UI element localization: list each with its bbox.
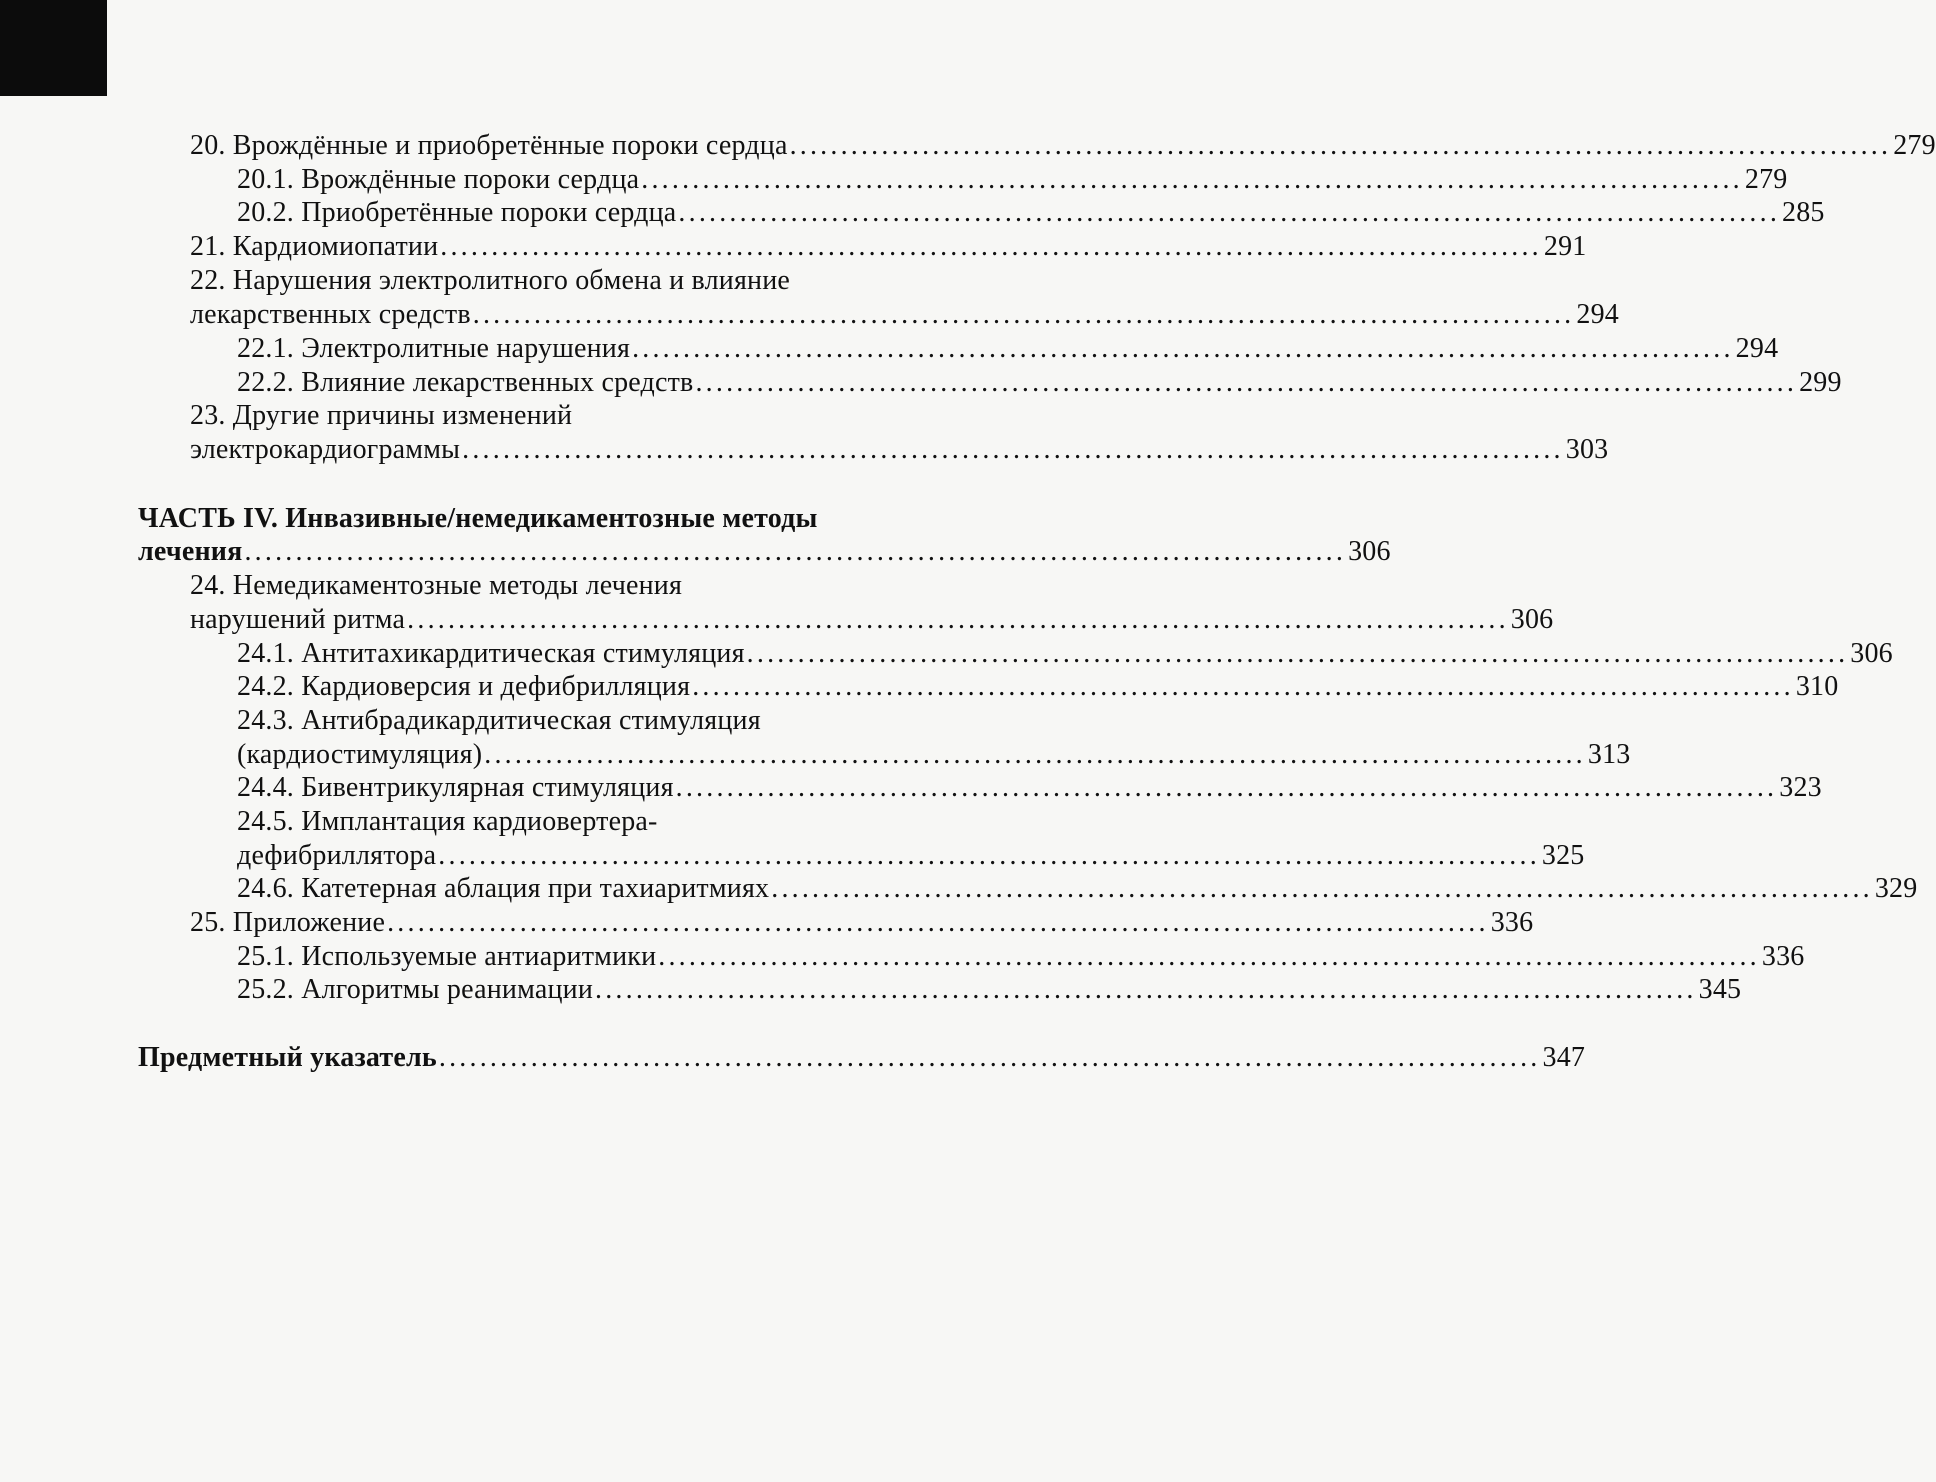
toc-entry-label: 24.6. Катетерная аблация при тахиаритмиях [237, 873, 770, 904]
toc-entry-label: лекарственных средств [190, 299, 471, 330]
toc-entry-22-1[interactable] [237, 332, 1779, 366]
toc-entry-20[interactable] [190, 129, 1936, 163]
leader-dots: ............................................................................................................ [746, 638, 1849, 669]
toc-page-number: 325 [1541, 840, 1585, 871]
toc-page-number: 279 [1893, 130, 1936, 161]
toc-entry-label: 22.1. Электролитные нарушения [237, 333, 631, 364]
toc-page-number: 336 [1490, 907, 1534, 938]
toc-entry-25-1[interactable] [237, 940, 1805, 974]
leader-dots: ............................................................................................................ [595, 974, 1697, 1005]
toc-entry-24-2[interactable] [237, 670, 1839, 704]
toc-page-number: 329 [1874, 873, 1918, 904]
toc-entry-25-2[interactable] [237, 973, 1742, 1007]
toc-entry-20-1[interactable] [237, 163, 1788, 197]
toc-page-number: 279 [1744, 164, 1788, 195]
toc-entry-22-line1[interactable]: 22. Нарушения электролитного обмена и влияние [190, 265, 791, 296]
toc-entry-24-6[interactable] [237, 872, 1918, 906]
toc-entry-22-line2[interactable] [190, 298, 1619, 332]
toc-entry-label: 24.1. Антитахикардитическая стимуляция [237, 638, 745, 669]
leader-dots: ............................................................................................................ [692, 671, 1794, 702]
toc-page-number: 323 [1779, 772, 1822, 803]
leader-dots: ............................................................................................................ [407, 604, 1509, 635]
toc-entry-label: 22.2. Влияние лекарственных средств [237, 367, 694, 398]
toc-page-number: 313 [1587, 739, 1631, 770]
leader-dots: ............................................................................................................ [771, 873, 1873, 904]
toc-page-number: 310 [1795, 671, 1839, 702]
toc-entry-25[interactable] [190, 906, 1534, 940]
toc-page-number: 345 [1698, 974, 1742, 1005]
leader-dots: ............................................................................................................ [789, 130, 1892, 161]
toc-entry-24-3-line2[interactable] [237, 738, 1631, 772]
toc-page-number: 336 [1761, 941, 1805, 972]
toc-page-number: 306 [1510, 604, 1554, 635]
toc-page-number: 294 [1735, 333, 1779, 364]
toc-entry-24-line1[interactable]: 24. Немедикаментозные методы лечения [190, 570, 683, 601]
leader-dots: ............................................................................................................ [438, 1042, 1541, 1073]
part-iv-heading-line2[interactable] [138, 535, 1391, 569]
leader-dots: ............................................................................................................ [484, 739, 1586, 770]
toc-entry-23-line2[interactable] [190, 433, 1609, 467]
toc-page-number: 285 [1782, 197, 1825, 228]
leader-dots: ............................................................................................................ [462, 434, 1564, 465]
part-iv-heading-line1[interactable]: ЧАСТЬ IV. Инвазивные/немедикаментозные методы [138, 503, 818, 534]
leader-dots: ............................................................................................................ [387, 907, 1489, 938]
toc-page-number: 294 [1576, 299, 1619, 330]
toc-entry-label: нарушений ритма [190, 604, 406, 635]
leader-dots: ............................................................................................................ [632, 333, 1734, 364]
leader-dots: ............................................................................................................ [641, 164, 1743, 195]
toc-entry-label: 20. Врождённые и приобретённые пороки сердца [190, 130, 788, 161]
toc-entry-label: 20.1. Врождённые пороки сердца [237, 164, 640, 195]
toc-entry-24-3-line1[interactable]: 24.3. Антибрадикардитическая стимуляция [237, 705, 761, 736]
scan-corner-block [0, 0, 107, 96]
leader-dots: ............................................................................................................ [438, 840, 1540, 871]
toc-entry-label: 25.2. Алгоритмы реанимации [237, 974, 594, 1005]
toc-entry-label: 24.4. Бивентрикулярная стимуляция [237, 772, 674, 803]
toc-entry-label: 25.1. Используемые антиаритмики [237, 941, 657, 972]
toc-page-number: 347 [1542, 1042, 1586, 1073]
toc-entry-24-5-line1[interactable]: 24.5. Имплантация кардиовертера- [237, 806, 658, 837]
toc-entry-label: 25. Приложение [190, 907, 386, 938]
toc-page-number: 306 [1850, 638, 1893, 669]
toc-entry-index[interactable] [138, 1041, 1586, 1075]
toc-page-number: 299 [1799, 367, 1842, 398]
leader-dots: ............................................................................................................ [472, 299, 1575, 330]
toc-entry-label: дефибриллятора [237, 840, 437, 871]
toc-entry-label: 20.2. Приобретённые пороки сердца [237, 197, 677, 228]
toc-entry-21[interactable] [190, 230, 1587, 264]
leader-dots: ............................................................................................................ [658, 941, 1760, 972]
leader-dots: ............................................................................................................ [675, 772, 1778, 803]
toc-entry-22-2[interactable] [237, 366, 1842, 400]
toc-entry-label: (кардиостимуляция) [237, 739, 483, 770]
toc-entry-label: Предметный указатель [138, 1042, 437, 1073]
toc-entry-24-1[interactable] [237, 637, 1893, 671]
toc-page-number: 303 [1565, 434, 1609, 465]
leader-dots: ............................................................................................................ [695, 367, 1798, 398]
leader-dots: ............................................................................................................ [244, 536, 1347, 567]
toc-entry-20-2[interactable] [237, 196, 1825, 230]
toc-entry-24-4[interactable] [237, 771, 1822, 805]
toc-entry-label: 21. Кардиомиопатии [190, 231, 439, 262]
toc-entry-label: электрокардиограммы [190, 434, 461, 465]
toc-entry-label: 24.2. Кардиоверсия и дефибрилляция [237, 671, 691, 702]
toc-page-number: 306 [1348, 536, 1391, 567]
toc-page-number: 291 [1543, 231, 1587, 262]
leader-dots: ............................................................................................................ [678, 197, 1781, 228]
leader-dots: ............................................................................................................ [440, 231, 1542, 262]
toc-entry-24-5-line2[interactable] [237, 839, 1585, 873]
toc-entry-label: лечения [138, 536, 243, 567]
toc-entry-24-line2[interactable] [190, 603, 1554, 637]
toc-entry-23-line1[interactable]: 23. Другие причины изменений [190, 400, 573, 431]
